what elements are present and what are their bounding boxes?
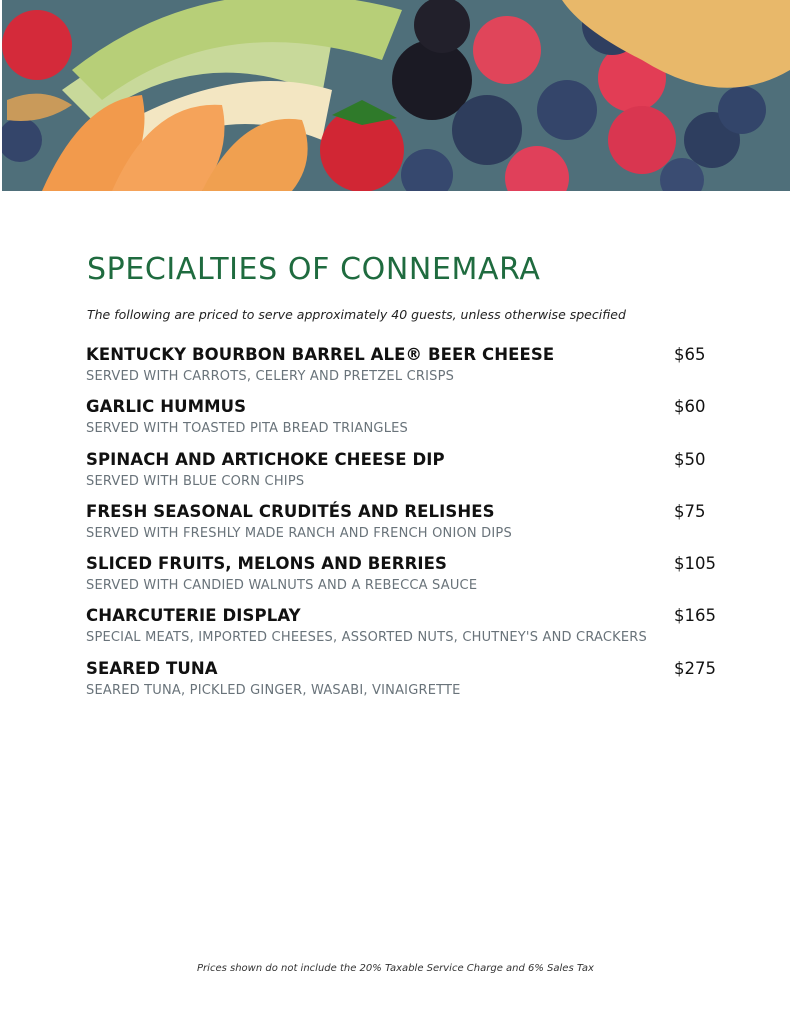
menu-item-description: SERVED WITH TOASTED PITA BREAD TRIANGLES (86, 421, 408, 437)
menu-item-name: CHARCUTERIE DISPLAY (86, 606, 301, 626)
menu-item-description: SERVED WITH CANDIED WALNUTS AND A REBECCA SAUCE (86, 578, 478, 594)
menu-item-price: $75 (674, 501, 706, 521)
menu-item (86, 450, 726, 502)
menu-item-description: SERVED WITH CARROTS, CELERY AND PRETZEL CRISPS (86, 369, 455, 384)
menu-item-name: SLICED FRUITS, MELONS AND BERRIES (86, 554, 447, 574)
menu-item-price: $60 (674, 397, 706, 417)
menu-item-description: SPECIAL MEATS, IMPORTED CHEESES, ASSORTED NUTS, CHUTNEY'S AND CRACKERS (86, 630, 647, 646)
menu-item-price: $275 (674, 658, 716, 678)
page-title: SPECIALTIES OF CONNEMARA (87, 252, 541, 287)
pricing-footnote: Prices shown do not include the 20% Taxable Service Charge and 6% Sales Tax (197, 963, 594, 974)
menu-item-price: $165 (674, 606, 716, 626)
menu-item-name: SPINACH AND ARTICHOKE CHEESE DIP (86, 449, 445, 469)
page-subtitle: The following are priced to serve approximately 40 guests, unless otherwise specified (87, 307, 626, 322)
fruit-platter-illustration (2, 0, 790, 191)
menu-item-name: GARLIC HUMMUS (86, 397, 247, 417)
header-fruit-image (2, 0, 790, 191)
menu-item (86, 345, 726, 397)
menu-item (86, 502, 726, 554)
menu-item-description: SEARED TUNA, PICKLED GINGER, WASABI, VINAIGRETTE (86, 682, 461, 698)
menu-item-name: KENTUCKY BOURBON BARREL ALE® BEER CHEESE (86, 345, 555, 364)
menu-item-price: $50 (674, 449, 706, 469)
menu-item (86, 554, 726, 606)
menu-item (86, 397, 726, 449)
menu-item-price: $65 (674, 345, 706, 364)
menu-item-name: SEARED TUNA (86, 658, 218, 678)
menu-item-description: SERVED WITH BLUE CORN CHIPS (86, 473, 305, 489)
menu-item (86, 606, 726, 658)
menu-item-description: SERVED WITH FRESHLY MADE RANCH AND FRENCH ONION DIPS (86, 525, 512, 541)
menu-item (86, 659, 726, 711)
menu-list (86, 345, 726, 711)
menu-item-price: $105 (674, 554, 716, 574)
menu-item-name: FRESH SEASONAL CRUDITÉS AND RELISHES (86, 501, 495, 521)
